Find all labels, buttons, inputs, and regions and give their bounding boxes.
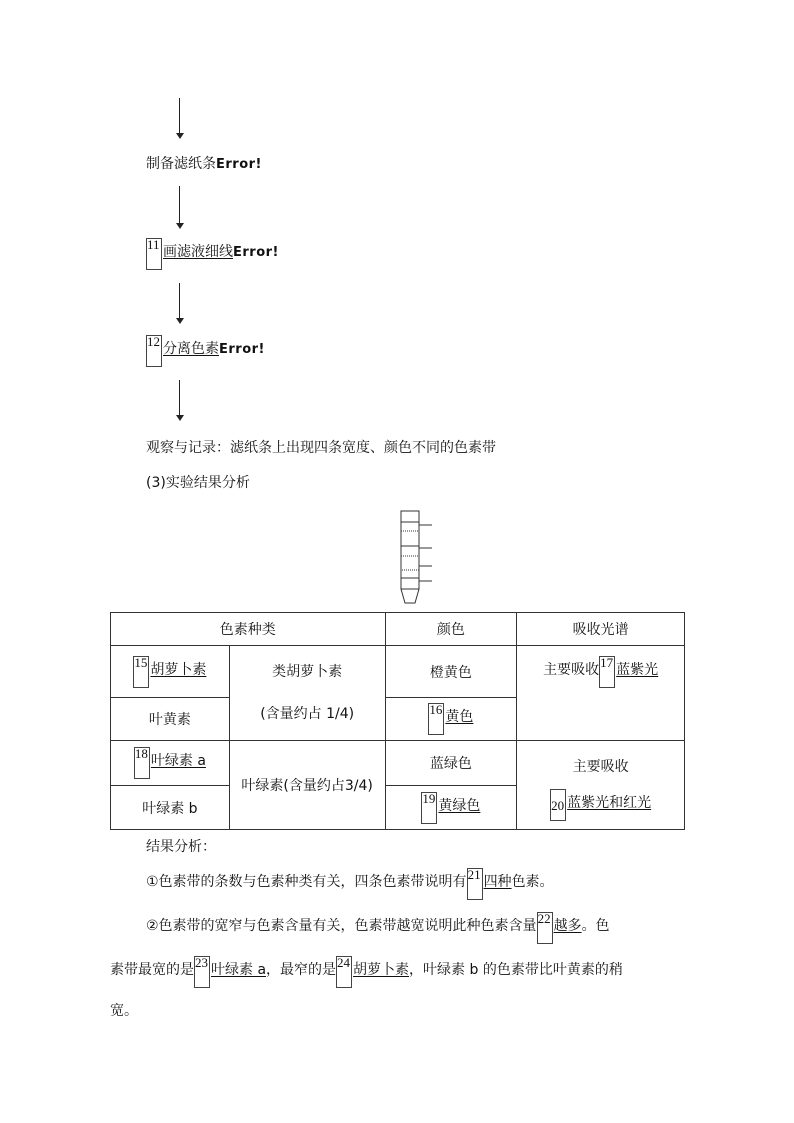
blank-number-box: 22	[537, 912, 553, 944]
blank-number-box: 11	[146, 238, 162, 270]
filter-paper-strip-illustration	[395, 508, 435, 606]
cell-carotenoid-group: 类胡萝卜素 (含量约占 1/4)	[229, 646, 385, 741]
flow-arrow-4	[176, 380, 184, 422]
error-text: Error!	[219, 342, 265, 357]
cell-absorb-blue-violet-red: 主要吸收 20 蓝紫光和红光	[517, 741, 685, 830]
cell-chlorophyll-group: 叶绿素(含量约占3/4)	[229, 741, 385, 830]
flow-arrow-1	[176, 98, 184, 140]
blank-number-box: 16	[428, 703, 444, 735]
analysis-paragraph-3: 素带最宽的是 23 叶绿素 a，最窄的是 24 胡萝卜素，叶绿素 b 的色素带比叶黄素的稍	[110, 956, 623, 988]
blank-number-box: 12	[146, 335, 162, 367]
answer-text: 分离色素	[163, 341, 219, 357]
header-pigment-type: 色素种类	[111, 613, 386, 646]
blank-number-box: 23	[194, 956, 210, 988]
header-absorption: 吸收光谱	[517, 613, 685, 646]
cell-absorb-blue-violet: 主要吸收 17 蓝紫光	[517, 646, 685, 741]
cell-carotene: 15 胡萝卜素	[111, 646, 230, 698]
section-title: (3)实验结果分析	[146, 475, 250, 491]
step-text: 制备滤纸条	[146, 156, 216, 172]
blank-number-box: 17	[599, 656, 615, 688]
cell-orange-yellow: 橙黄色	[385, 646, 517, 698]
flow-step-2	[146, 238, 279, 270]
analysis-paragraph-1: ①色素带的条数与色素种类有关，四条色素带说明有 21 四种色素。	[146, 868, 554, 900]
answer-text: 画滤液细线	[163, 244, 233, 260]
blank-number-box: 20	[550, 789, 566, 821]
pigment-table	[110, 612, 685, 830]
flow-arrow-3	[176, 283, 184, 325]
cell-xanthophyll: 叶黄素	[111, 698, 230, 741]
flow-step-3	[146, 335, 265, 367]
analysis-paragraph-2: ②色素带的宽窄与色素含量有关，色素带越宽说明此种色素含量 22 越多。色	[146, 912, 610, 944]
cell-chlorophyll-b: 叶绿素 b	[111, 786, 230, 830]
cell-yellow-green: 19 黄绿色	[385, 786, 517, 830]
blank-number-box: 21	[467, 868, 483, 900]
flow-step-1	[146, 153, 262, 173]
cell-blue-green: 蓝绿色	[385, 741, 517, 786]
blank-number-box: 19	[421, 792, 437, 824]
cell-yellow: 16 黄色	[385, 698, 517, 741]
analysis-title: 结果分析：	[146, 839, 216, 855]
blank-number-box: 15	[133, 656, 149, 688]
flow-arrow-2	[176, 186, 184, 230]
blank-number-box: 24	[336, 956, 352, 988]
analysis-paragraph-4: 宽。	[110, 1003, 138, 1019]
blank-number-box: 18	[134, 747, 150, 779]
cell-chlorophyll-a: 18 叶绿素 a	[111, 741, 230, 786]
error-text: Error!	[216, 157, 262, 172]
header-color: 颜色	[385, 613, 517, 646]
observation-line: 观察与记录：滤纸条上出现四条宽度、颜色不同的色素带	[146, 440, 496, 456]
error-text: Error!	[233, 245, 279, 260]
